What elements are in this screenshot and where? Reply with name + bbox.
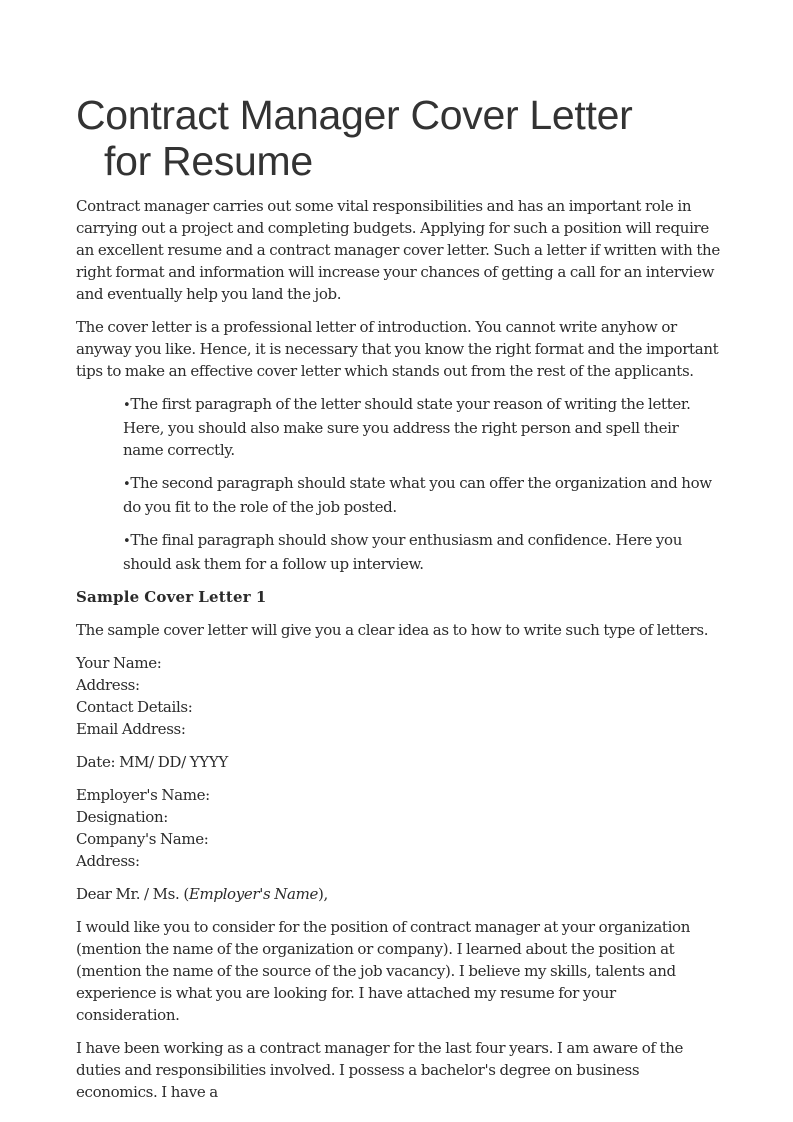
- sample-intro: The sample cover letter will give you a clear idea as to how to write such type of letters.: [76, 621, 709, 639]
- bullet-icon: •: [123, 477, 131, 492]
- sender-block: [76, 652, 721, 740]
- designation-field: Designation:: [76, 808, 168, 826]
- list-item-text: The first paragraph of the letter should state your reason of writing the letter. Here, you should also make sure you address the right person and spell their name correctly.: [123, 395, 691, 459]
- intro-paragraph-1: Contract manager carries out some vital responsibilities and has an important role in carrying out a project and completing budgets. Applying for such a position will require an excellent resume and a contract manager cover letter. Such a letter if written with the right format and information will increase your chances of getting a call for an interview and eventually help you land the job.: [76, 197, 720, 303]
- tips-list: [76, 393, 721, 575]
- list-item-text: The second paragraph should state what you can offer the organization and how do you fit to the role of the job posted.: [123, 474, 712, 516]
- salutation-name: Employer's Name: [188, 885, 319, 903]
- sender-name-field: Your Name:: [76, 654, 162, 672]
- list-item-text: The final paragraph should show your enthusiasm and confidence. Here you should ask them for a follow up interview.: [123, 531, 683, 573]
- date-line: Date: MM/ DD/ YYYY: [76, 753, 228, 771]
- company-name-field: Company's Name:: [76, 830, 209, 848]
- sender-contact-field: Contact Details:: [76, 698, 193, 716]
- recipient-address-field: Address:: [76, 852, 140, 870]
- section-heading: Sample Cover Letter 1: [76, 588, 267, 606]
- list-item: [123, 393, 721, 461]
- recipient-block: [76, 784, 721, 872]
- list-item: [123, 472, 721, 518]
- bullet-icon: •: [123, 534, 131, 549]
- employer-name-field: Employer's Name:: [76, 786, 210, 804]
- title-line-2: for Resume: [104, 138, 313, 184]
- salutation: [76, 883, 721, 905]
- salutation-prefix: Dear Mr. / Ms. (: [76, 885, 189, 903]
- sender-email-field: Email Address:: [76, 720, 186, 738]
- list-item: [123, 529, 721, 575]
- document-page: [76, 92, 721, 1114]
- intro-paragraph-2: The cover letter is a professional letter of introduction. You cannot write anyhow or anyway you like. Hence, it is necessary that you know the right format and the important tips to make an effective cover letter which stands out from the rest of the applicants.: [76, 318, 719, 380]
- sender-address-field: Address:: [76, 676, 140, 694]
- letter-body-paragraph-2: I have been working as a contract manager for the last four years. I am aware of the duties and responsibilities involved. I possess a bachelor's degree on business economics. I have a: [76, 1039, 684, 1101]
- letter-body-paragraph-1: I would like you to consider for the position of contract manager at your organization (mention the name of the organization or company). I learned about the position at (mention the name of the source of the job vacancy). I believe my skills, talents and experience is what you are looking for. I have attached my resume for your consideration.: [76, 918, 691, 1024]
- bullet-icon: •: [123, 398, 131, 413]
- page-title: [76, 92, 721, 184]
- salutation-suffix: ),: [318, 885, 328, 903]
- title-line-1: Contract Manager Cover Letter: [76, 92, 633, 138]
